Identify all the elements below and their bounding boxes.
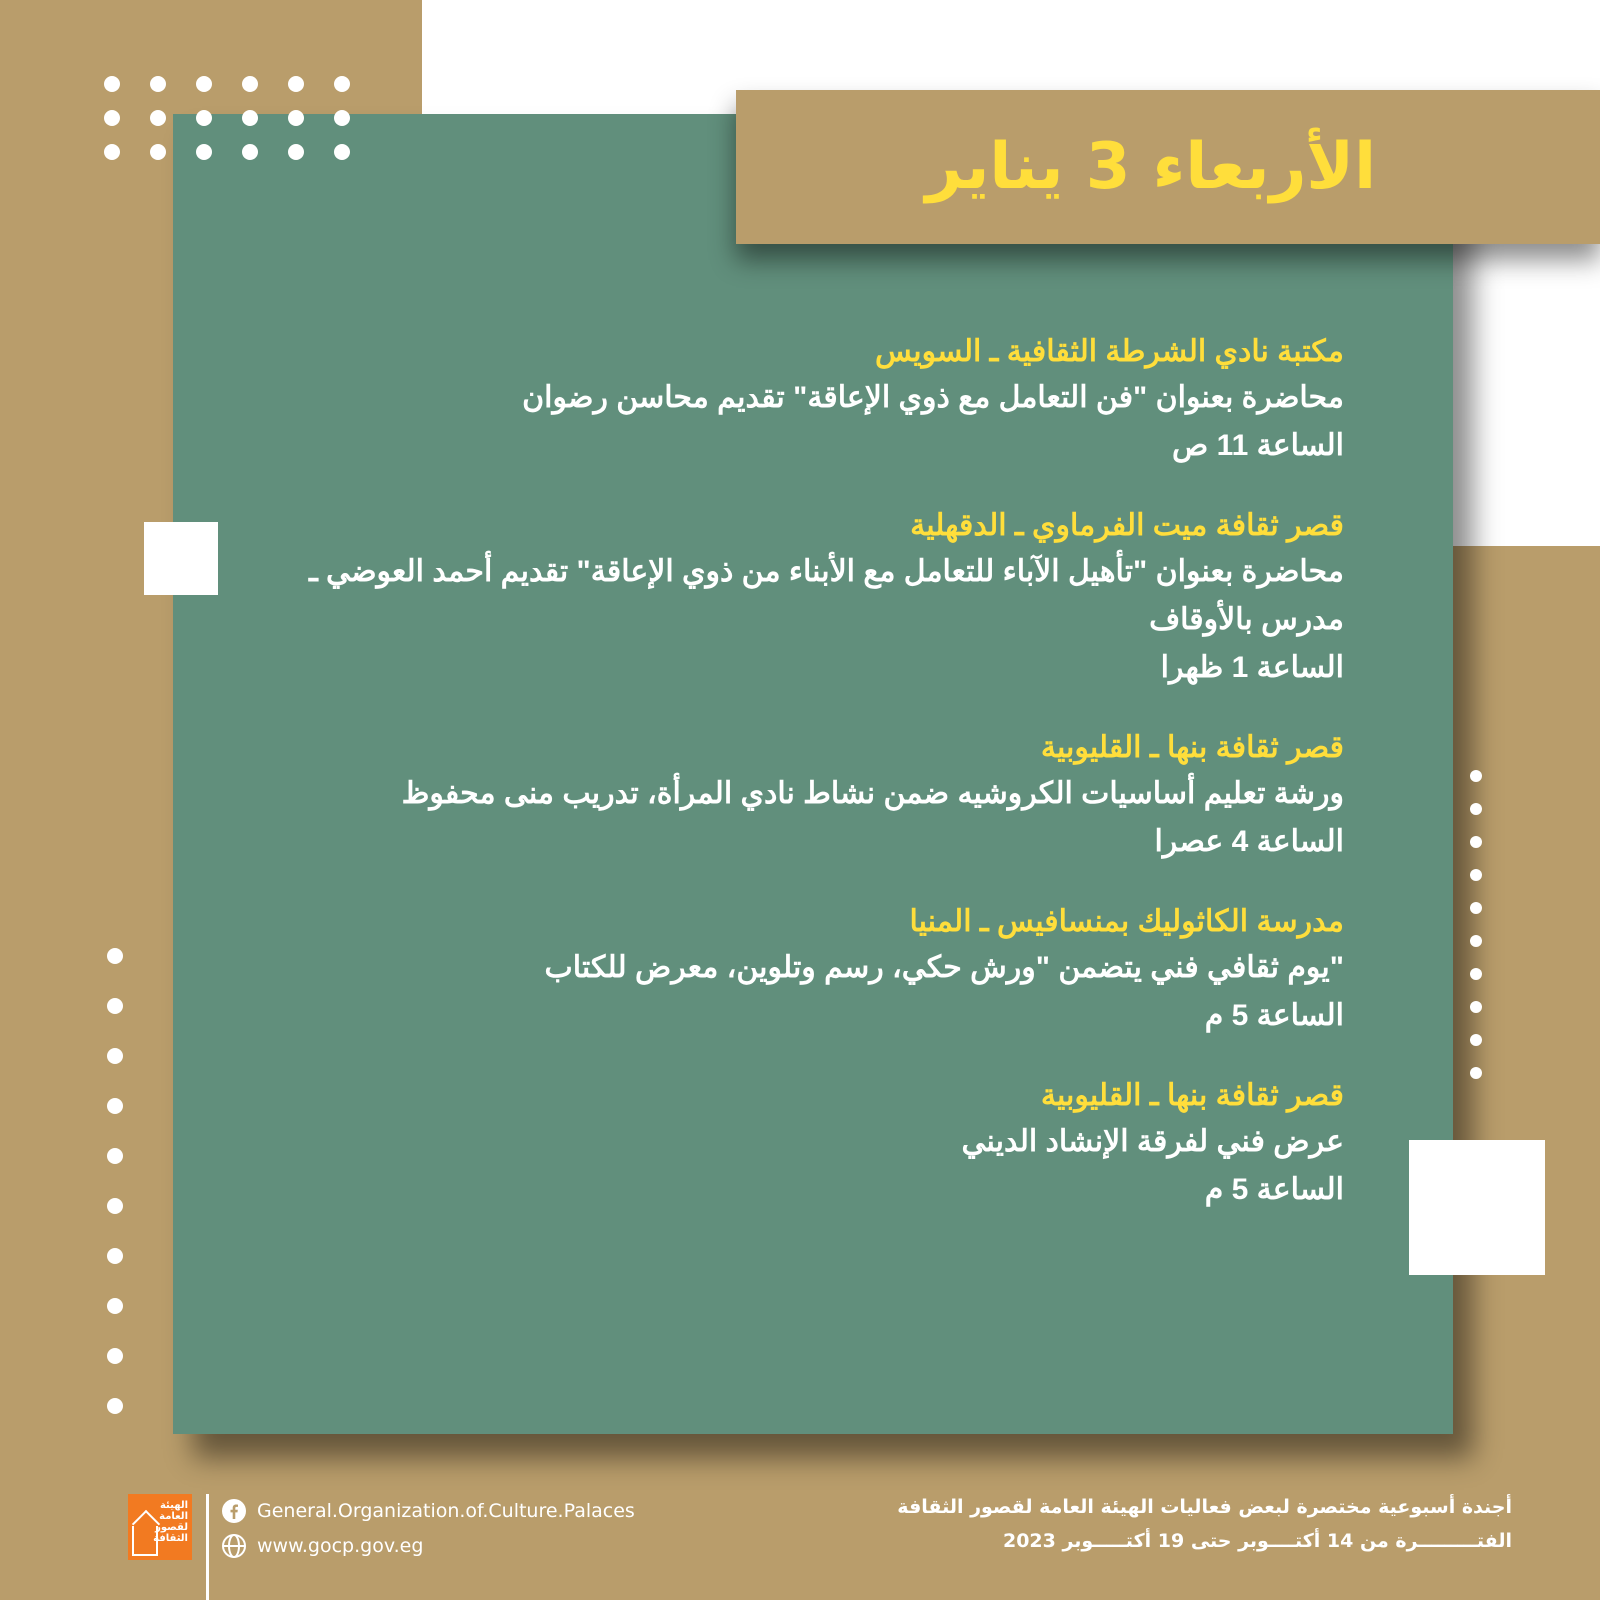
footer-contacts (128, 1494, 635, 1600)
title-banner (736, 90, 1600, 244)
decorative-dot-grid (104, 76, 350, 160)
event-time: الساعة 1 ظهرا (1160, 651, 1344, 684)
decorative-dot-column-right (1470, 770, 1482, 1079)
event-item (284, 900, 1344, 1040)
website-url: www.gocp.gov.eg (257, 1535, 424, 1557)
event-description: محاضرة بعنوان "فن التعامل مع ذوي الإعاقة" تقديم محاسن رضوان (522, 381, 1344, 414)
events-list (284, 330, 1344, 1248)
event-description: محاضرة بعنوان "تأهيل الآباء للتعامل مع الأبناء من ذوي الإعاقة" تقديم أحمد العوضي ـ مدرس بالأوقاف (308, 555, 1344, 636)
event-description: عرض فني لفرقة الإنشاد الديني (961, 1125, 1344, 1158)
agenda-line: أجندة أسبوعية مختصرة لبعض فعاليات الهيئة العامة لقصور الثقافة (897, 1496, 1512, 1518)
event-venue: قصر ثقافة بنها ـ القليوبية (1040, 1079, 1344, 1112)
website-link[interactable] (221, 1533, 635, 1559)
event-item (284, 726, 1344, 866)
divider (206, 1494, 209, 1600)
facebook-icon (221, 1498, 247, 1524)
event-time: الساعة 5 م (1204, 1173, 1344, 1206)
logo-house-icon (132, 1526, 158, 1556)
agenda-caption (892, 1494, 1512, 1554)
event-description: ورشة تعليم أساسيات الكروشيه ضمن نشاط نادي المرأة، تدريب منى محفوظ (401, 777, 1344, 810)
facebook-handle: General.Organization.of.Culture.Palaces (257, 1500, 635, 1522)
decorative-dot-column-left (107, 948, 123, 1414)
globe-icon (221, 1533, 247, 1559)
event-item (284, 504, 1344, 692)
event-time: الساعة 5 م (1204, 999, 1344, 1032)
decorative-square-large (1409, 1140, 1545, 1275)
event-time: الساعة 11 ص (1171, 429, 1344, 462)
logo-text: الهيئة العامة لقصور الثقافة (153, 1500, 188, 1544)
event-time: الساعة 4 عصرا (1154, 825, 1344, 858)
event-venue: قصر ثقافة بنها ـ القليوبية (1040, 731, 1344, 764)
facebook-link[interactable] (221, 1498, 635, 1524)
decorative-square-small (144, 522, 218, 595)
period-line: الفتـــــــــرة من 14 أكتــــوبر حتى 19 أكتـــــوبر 2023 (1002, 1530, 1512, 1552)
event-venue: مكتبة نادي الشرطة الثقافية ـ السويس (874, 335, 1344, 368)
event-item (284, 330, 1344, 470)
page-title: الأربعاء 3 يناير (925, 130, 1376, 204)
event-item (284, 1074, 1344, 1214)
event-venue: مدرسة الكاثوليك بمنسافيس ـ المنيا (909, 905, 1344, 938)
event-description: "يوم ثقافي فني يتضمن "ورش حكي، رسم وتلوين، معرض للكتاب (544, 951, 1344, 984)
event-venue: قصر ثقافة ميت الفرماوي ـ الدقهلية (910, 509, 1344, 542)
contact-list (221, 1498, 635, 1559)
gocp-logo (128, 1494, 192, 1560)
